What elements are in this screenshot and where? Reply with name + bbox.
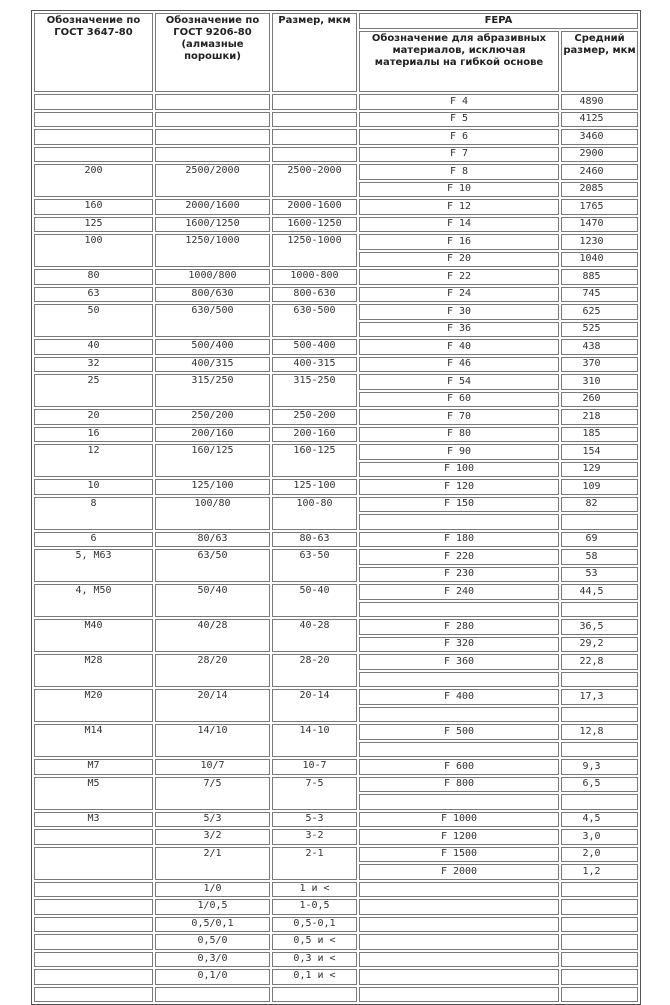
cell-fepa-avg-size: 154 <box>561 444 638 460</box>
table-row <box>34 777 638 793</box>
cell-gost3647: M28 <box>34 654 153 687</box>
table-row <box>34 812 638 828</box>
cell-fepa-designation: F 320 <box>359 637 559 653</box>
cell-gost3647: 25 <box>34 374 153 407</box>
cell-gost9206: 2/1 <box>155 847 270 880</box>
cell-fepa-designation: F 220 <box>359 549 559 565</box>
table-row <box>34 689 638 705</box>
cell-gost9206: 1000/800 <box>155 269 270 285</box>
cell-size: 0,1 и < <box>272 969 357 985</box>
cell-gost3647 <box>34 987 153 1003</box>
cell-fepa-designation: F 360 <box>359 654 559 670</box>
cell-fepa-avg-size: 58 <box>561 549 638 565</box>
table-row <box>34 217 638 233</box>
cell-gost3647: 80 <box>34 269 153 285</box>
cell-fepa-designation <box>359 952 559 968</box>
table-row <box>34 654 638 670</box>
cell-size <box>272 987 357 1003</box>
cell-fepa-designation: F 180 <box>359 532 559 548</box>
cell-fepa-designation <box>359 917 559 933</box>
cell-gost3647: 40 <box>34 339 153 355</box>
cell-gost3647 <box>34 952 153 968</box>
cell-gost9206: 0,3/0 <box>155 952 270 968</box>
cell-fepa-designation <box>359 987 559 1003</box>
table-row <box>34 339 638 355</box>
cell-fepa-avg-size <box>561 672 638 688</box>
cell-size: 1 и < <box>272 882 357 898</box>
cell-fepa-designation: F 150 <box>359 497 559 513</box>
cell-fepa-designation: F 6 <box>359 129 559 145</box>
cell-fepa-avg-size: 1470 <box>561 217 638 233</box>
grit-comparison-table <box>31 10 641 1005</box>
cell-fepa-designation: F 20 <box>359 252 559 268</box>
header-fepa: FEPA <box>359 13 638 29</box>
cell-fepa-designation <box>359 794 559 810</box>
table-row <box>34 829 638 845</box>
cell-gost3647: 125 <box>34 217 153 233</box>
cell-fepa-designation: F 36 <box>359 322 559 338</box>
cell-gost3647: 8 <box>34 497 153 530</box>
cell-size: 3-2 <box>272 829 357 845</box>
cell-gost9206 <box>155 129 270 145</box>
cell-fepa-designation: F 46 <box>359 357 559 373</box>
cell-fepa-designation: F 400 <box>359 689 559 705</box>
cell-fepa-avg-size <box>561 934 638 950</box>
cell-fepa-designation <box>359 672 559 688</box>
cell-gost9206: 0,5/0 <box>155 934 270 950</box>
table-row <box>34 952 638 968</box>
cell-gost9206: 315/250 <box>155 374 270 407</box>
cell-size: 1-0,5 <box>272 899 357 915</box>
cell-fepa-avg-size: 9,3 <box>561 759 638 775</box>
cell-fepa-avg-size <box>561 952 638 968</box>
cell-gost9206 <box>155 94 270 110</box>
cell-gost9206: 500/400 <box>155 339 270 355</box>
cell-gost3647: M40 <box>34 619 153 652</box>
cell-size: 14-10 <box>272 724 357 757</box>
cell-fepa-designation: F 4 <box>359 94 559 110</box>
cell-fepa-designation: F 60 <box>359 392 559 408</box>
table-row <box>34 287 638 303</box>
cell-fepa-designation: F 54 <box>359 374 559 390</box>
cell-gost9206: 1600/1250 <box>155 217 270 233</box>
cell-fepa-designation: F 30 <box>359 304 559 320</box>
table-row <box>34 357 638 373</box>
cell-size: 630-500 <box>272 304 357 337</box>
table-row <box>34 409 638 425</box>
cell-fepa-designation: F 14 <box>359 217 559 233</box>
cell-fepa-designation <box>359 899 559 915</box>
cell-gost9206: 2500/2000 <box>155 164 270 197</box>
cell-gost9206: 1/0,5 <box>155 899 270 915</box>
cell-gost3647: 12 <box>34 444 153 477</box>
table-row <box>34 934 638 950</box>
cell-fepa-designation: F 5 <box>359 112 559 128</box>
table-row <box>34 759 638 775</box>
cell-fepa-designation <box>359 882 559 898</box>
cell-fepa-avg-size: 745 <box>561 287 638 303</box>
cell-fepa-avg-size: 310 <box>561 374 638 390</box>
cell-fepa-designation <box>359 514 559 530</box>
cell-size: 20-14 <box>272 689 357 722</box>
table-row <box>34 497 638 513</box>
cell-fepa-avg-size <box>561 707 638 723</box>
cell-gost9206: 250/200 <box>155 409 270 425</box>
cell-fepa-designation <box>359 934 559 950</box>
cell-fepa-avg-size: 4890 <box>561 94 638 110</box>
cell-fepa-avg-size: 4125 <box>561 112 638 128</box>
cell-gost3647: 10 <box>34 479 153 495</box>
cell-fepa-designation: F 1000 <box>359 812 559 828</box>
cell-size: 125-100 <box>272 479 357 495</box>
cell-gost3647 <box>34 969 153 985</box>
cell-gost9206: 3/2 <box>155 829 270 845</box>
cell-gost9206: 28/20 <box>155 654 270 687</box>
table-row <box>34 917 638 933</box>
cell-size: 315-250 <box>272 374 357 407</box>
cell-size <box>272 94 357 110</box>
table-row <box>34 987 638 1003</box>
cell-gost3647 <box>34 129 153 145</box>
cell-fepa-designation: F 10 <box>359 182 559 198</box>
cell-fepa-avg-size: 109 <box>561 479 638 495</box>
cell-fepa-avg-size <box>561 882 638 898</box>
table-row <box>34 479 638 495</box>
cell-gost3647: 5, M63 <box>34 549 153 582</box>
cell-fepa-avg-size: 438 <box>561 339 638 355</box>
cell-fepa-designation <box>359 742 559 758</box>
cell-gost3647: 200 <box>34 164 153 197</box>
table-row <box>34 899 638 915</box>
cell-size: 400-315 <box>272 357 357 373</box>
cell-gost3647 <box>34 934 153 950</box>
cell-fepa-designation: F 7 <box>359 147 559 163</box>
table-row <box>34 269 638 285</box>
cell-gost3647 <box>34 899 153 915</box>
cell-size: 63-50 <box>272 549 357 582</box>
table-row <box>34 549 638 565</box>
cell-fepa-avg-size: 53 <box>561 567 638 583</box>
cell-size: 50-40 <box>272 584 357 617</box>
cell-size: 1600-1250 <box>272 217 357 233</box>
cell-gost3647: M20 <box>34 689 153 722</box>
cell-fepa-designation: F 22 <box>359 269 559 285</box>
cell-fepa-designation <box>359 969 559 985</box>
cell-gost3647: 63 <box>34 287 153 303</box>
cell-gost3647: 160 <box>34 199 153 215</box>
cell-size: 1250-1000 <box>272 234 357 267</box>
cell-fepa-avg-size: 1040 <box>561 252 638 268</box>
cell-fepa-avg-size: 1230 <box>561 234 638 250</box>
cell-fepa-avg-size: 625 <box>561 304 638 320</box>
cell-fepa-avg-size: 6,5 <box>561 777 638 793</box>
header-gost9206: Обозначение по ГОСТ 9206-80 (алмазные порошки) <box>155 13 270 92</box>
table-row <box>34 584 638 600</box>
cell-fepa-avg-size: 36,5 <box>561 619 638 635</box>
cell-gost9206: 14/10 <box>155 724 270 757</box>
cell-gost9206: 10/7 <box>155 759 270 775</box>
table-row <box>34 847 638 863</box>
cell-fepa-designation <box>359 602 559 618</box>
cell-fepa-avg-size: 22,8 <box>561 654 638 670</box>
cell-gost3647: 50 <box>34 304 153 337</box>
cell-fepa-avg-size: 4,5 <box>561 812 638 828</box>
table-row <box>34 444 638 460</box>
cell-size: 10-7 <box>272 759 357 775</box>
cell-gost3647: 100 <box>34 234 153 267</box>
cell-size: 7-5 <box>272 777 357 810</box>
header-fepa-designation: Обозначение для абразивных материалов, исключая материалы на гибкой основе <box>359 31 559 92</box>
header-row-1 <box>34 13 638 29</box>
cell-size: 1000-800 <box>272 269 357 285</box>
cell-gost9206: 0,1/0 <box>155 969 270 985</box>
cell-fepa-avg-size: 3,0 <box>561 829 638 845</box>
cell-fepa-avg-size <box>561 742 638 758</box>
cell-size: 0,5 и < <box>272 934 357 950</box>
cell-fepa-avg-size: 129 <box>561 462 638 478</box>
cell-size: 500-400 <box>272 339 357 355</box>
table-row <box>34 112 638 128</box>
cell-fepa-designation: F 1500 <box>359 847 559 863</box>
cell-fepa-avg-size: 82 <box>561 497 638 513</box>
cell-fepa-avg-size: 370 <box>561 357 638 373</box>
cell-fepa-avg-size: 1765 <box>561 199 638 215</box>
cell-gost3647: M5 <box>34 777 153 810</box>
table-row <box>34 427 638 443</box>
cell-fepa-designation: F 230 <box>359 567 559 583</box>
cell-fepa-avg-size: 260 <box>561 392 638 408</box>
cell-gost9206: 200/160 <box>155 427 270 443</box>
cell-fepa-designation: F 120 <box>359 479 559 495</box>
cell-fepa-avg-size: 2085 <box>561 182 638 198</box>
cell-gost3647: 6 <box>34 532 153 548</box>
cell-gost9206: 0,5/0,1 <box>155 917 270 933</box>
cell-gost3647 <box>34 829 153 845</box>
cell-fepa-designation: F 800 <box>359 777 559 793</box>
cell-fepa-avg-size <box>561 794 638 810</box>
cell-fepa-avg-size: 69 <box>561 532 638 548</box>
cell-fepa-avg-size: 885 <box>561 269 638 285</box>
cell-size: 2000-1600 <box>272 199 357 215</box>
table-body <box>34 94 638 1002</box>
cell-fepa-designation: F 16 <box>359 234 559 250</box>
cell-gost3647: 20 <box>34 409 153 425</box>
cell-size: 800-630 <box>272 287 357 303</box>
cell-gost3647: 4, M50 <box>34 584 153 617</box>
cell-gost9206: 7/5 <box>155 777 270 810</box>
cell-fepa-avg-size: 29,2 <box>561 637 638 653</box>
cell-fepa-designation: F 80 <box>359 427 559 443</box>
cell-fepa-designation: F 1200 <box>359 829 559 845</box>
cell-gost3647: M7 <box>34 759 153 775</box>
cell-gost3647 <box>34 112 153 128</box>
cell-gost9206: 63/50 <box>155 549 270 582</box>
cell-gost3647 <box>34 917 153 933</box>
cell-size: 0,5-0,1 <box>272 917 357 933</box>
table-row <box>34 199 638 215</box>
cell-gost9206: 630/500 <box>155 304 270 337</box>
cell-fepa-avg-size: 1,2 <box>561 864 638 880</box>
table-row <box>34 234 638 250</box>
cell-size: 28-20 <box>272 654 357 687</box>
cell-size: 2-1 <box>272 847 357 880</box>
cell-fepa-avg-size: 185 <box>561 427 638 443</box>
cell-fepa-designation <box>359 707 559 723</box>
cell-size: 160-125 <box>272 444 357 477</box>
cell-gost9206: 40/28 <box>155 619 270 652</box>
cell-size: 200-160 <box>272 427 357 443</box>
cell-fepa-designation: F 90 <box>359 444 559 460</box>
cell-fepa-designation: F 280 <box>359 619 559 635</box>
cell-fepa-avg-size: 2460 <box>561 164 638 180</box>
table-row <box>34 374 638 390</box>
cell-fepa-avg-size <box>561 969 638 985</box>
cell-fepa-designation: F 100 <box>359 462 559 478</box>
cell-gost3647: 16 <box>34 427 153 443</box>
cell-gost3647: M14 <box>34 724 153 757</box>
cell-gost3647 <box>34 882 153 898</box>
cell-fepa-avg-size: 44,5 <box>561 584 638 600</box>
cell-gost9206: 80/63 <box>155 532 270 548</box>
cell-size <box>272 147 357 163</box>
cell-fepa-designation: F 600 <box>359 759 559 775</box>
cell-gost9206: 20/14 <box>155 689 270 722</box>
table-row <box>34 969 638 985</box>
header-gost3647: Обозначение по ГОСТ 3647-80 <box>34 13 153 92</box>
cell-gost9206: 50/40 <box>155 584 270 617</box>
cell-gost3647: 32 <box>34 357 153 373</box>
cell-fepa-avg-size <box>561 602 638 618</box>
table-row <box>34 147 638 163</box>
cell-size: 2500-2000 <box>272 164 357 197</box>
cell-fepa-avg-size: 2,0 <box>561 847 638 863</box>
cell-fepa-designation: F 500 <box>359 724 559 740</box>
header-fepa-avg-size: Средний размер, мкм <box>561 31 638 92</box>
cell-gost9206 <box>155 987 270 1003</box>
table-row <box>34 532 638 548</box>
cell-size: 100-80 <box>272 497 357 530</box>
cell-gost9206: 1/0 <box>155 882 270 898</box>
table-row <box>34 619 638 635</box>
cell-size: 250-200 <box>272 409 357 425</box>
cell-fepa-designation: F 40 <box>359 339 559 355</box>
cell-fepa-avg-size: 17,3 <box>561 689 638 705</box>
cell-fepa-avg-size <box>561 917 638 933</box>
cell-gost9206: 800/630 <box>155 287 270 303</box>
table-row <box>34 94 638 110</box>
header-size: Размер, мкм <box>272 13 357 92</box>
cell-fepa-designation: F 70 <box>359 409 559 425</box>
cell-fepa-avg-size: 3460 <box>561 129 638 145</box>
table-row <box>34 304 638 320</box>
cell-gost3647: M3 <box>34 812 153 828</box>
cell-fepa-designation: F 8 <box>359 164 559 180</box>
cell-gost3647 <box>34 147 153 163</box>
cell-fepa-avg-size: 525 <box>561 322 638 338</box>
cell-gost9206: 2000/1600 <box>155 199 270 215</box>
cell-gost3647 <box>34 94 153 110</box>
cell-fepa-avg-size <box>561 514 638 530</box>
cell-gost9206: 400/315 <box>155 357 270 373</box>
cell-fepa-designation: F 2000 <box>359 864 559 880</box>
cell-gost9206 <box>155 112 270 128</box>
cell-size: 80-63 <box>272 532 357 548</box>
cell-fepa-designation: F 24 <box>359 287 559 303</box>
cell-gost9206: 5/3 <box>155 812 270 828</box>
cell-gost3647 <box>34 847 153 880</box>
cell-fepa-avg-size: 2900 <box>561 147 638 163</box>
cell-gost9206: 125/100 <box>155 479 270 495</box>
cell-size <box>272 129 357 145</box>
cell-fepa-avg-size: 218 <box>561 409 638 425</box>
cell-size: 0,3 и < <box>272 952 357 968</box>
cell-size <box>272 112 357 128</box>
cell-fepa-designation: F 240 <box>359 584 559 600</box>
cell-size: 5-3 <box>272 812 357 828</box>
cell-size: 40-28 <box>272 619 357 652</box>
cell-fepa-avg-size <box>561 899 638 915</box>
table-row <box>34 724 638 740</box>
cell-fepa-designation: F 12 <box>359 199 559 215</box>
cell-fepa-avg-size <box>561 987 638 1003</box>
cell-gost9206: 160/125 <box>155 444 270 477</box>
cell-fepa-avg-size: 12,8 <box>561 724 638 740</box>
cell-gost9206 <box>155 147 270 163</box>
table-row <box>34 164 638 180</box>
table-row <box>34 882 638 898</box>
cell-gost9206: 100/80 <box>155 497 270 530</box>
table-row <box>34 129 638 145</box>
cell-gost9206: 1250/1000 <box>155 234 270 267</box>
